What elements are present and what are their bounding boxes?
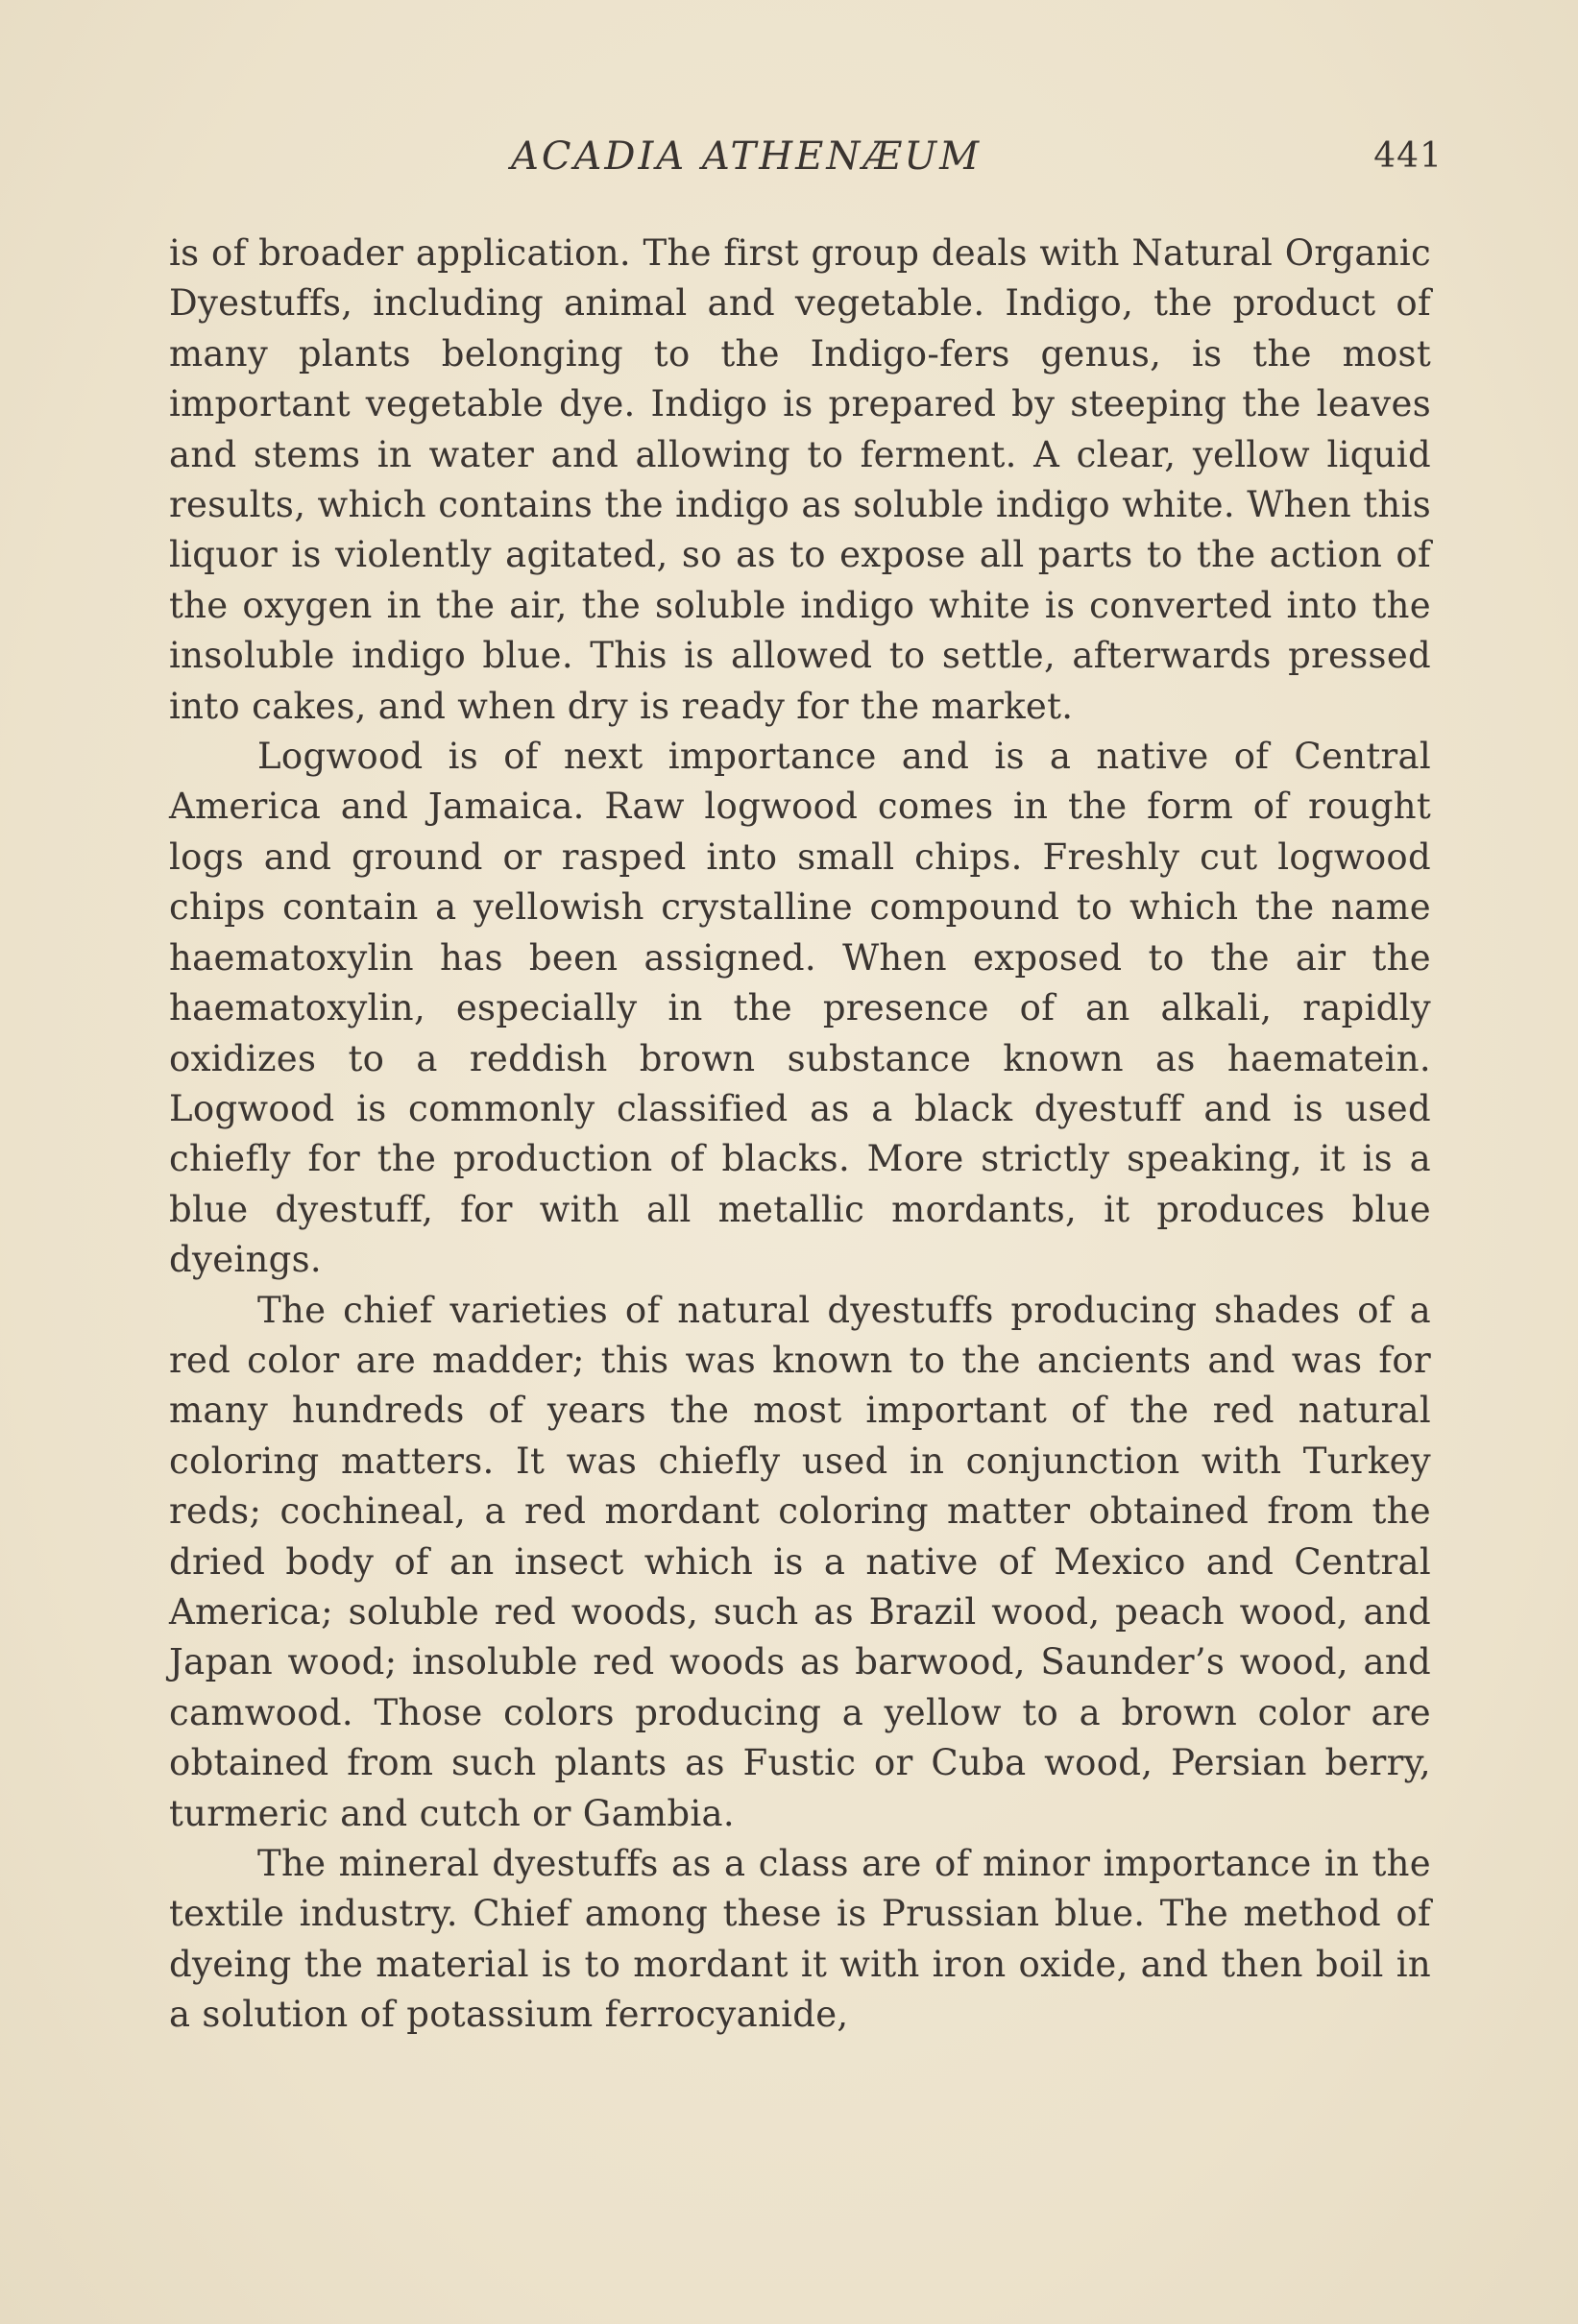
paragraph-logwood: Logwood is of next importance and is a native of Central America and Jamaica. Raw logwood comes in the form of rought logs and ground or rasped into small chips. Freshly cut logwood chips contain a yellowish crystalline compound to which the name haematoxylin has been assigned. When exposed to the air the haematoxylin, especially in the presence of an alkali, rapidly oxidizes to a reddish brown substance known as haematein. Logwood is commonly classified as a black dyestuff and is used chiefly for the production of blacks. More strictly speaking, it is a blue dyestuff, for with all metallic mordants, it produces blue dyeings. xyxy=(169,736,1431,1281)
body-text xyxy=(169,229,1431,2041)
paragraph-continuation: is of broader application. The first group deals with Natural Organic Dyestuffs, including animal and vegetable. Indigo, the product of many plants belonging to the Indigo-fers genus, is the most important vegetable dye. Indigo is prepared by steeping the leaves and stems in water and allowing to ferment. A clear, yellow liquid results, which contains the indigo as soluble indigo white. When this liquor is violently agitated, so as to expose all parts to the action of the oxygen in the air, the soluble indigo white is converted into the insoluble indigo blue. This is allowed to settle, afterwards pressed into cakes, and when dry is ready for the market. xyxy=(169,232,1431,727)
paragraph-red-dyestuffs: The chief varieties of natural dyestuffs producing shades of a red color are madder; this was known to the ancients and was for many hundreds of years the most important of the red natural coloring matters. It was chiefly used in conjunction with Turkey reds; cochineal, a red mordant coloring matter obtained from the dried body of an insect which is a native of Mexico and Central America; soluble red woods, such as Brazil wood, peach wood, and Japan wood; insoluble red woods as barwood, Saunder’s wood, and camwood. Those colors producing a yellow to a brown color are obtained from such plants as Fustic or Cuba wood, Persian berry, turmeric and cutch or Gambia. xyxy=(169,1289,1431,1834)
running-title: ACADIA ATHENÆUM xyxy=(511,134,983,179)
page-header xyxy=(169,134,1443,188)
page-number: 441 xyxy=(1373,136,1443,176)
paragraph-mineral-dyestuffs: The mineral dyestuffs as a class are of minor importance in the textile industry. Chief among these is Prussian blue. The method of dyeing the material is to mordant it with iron oxide, and then boil in a solution of potassium ferrocyanide, xyxy=(169,1843,1431,2036)
